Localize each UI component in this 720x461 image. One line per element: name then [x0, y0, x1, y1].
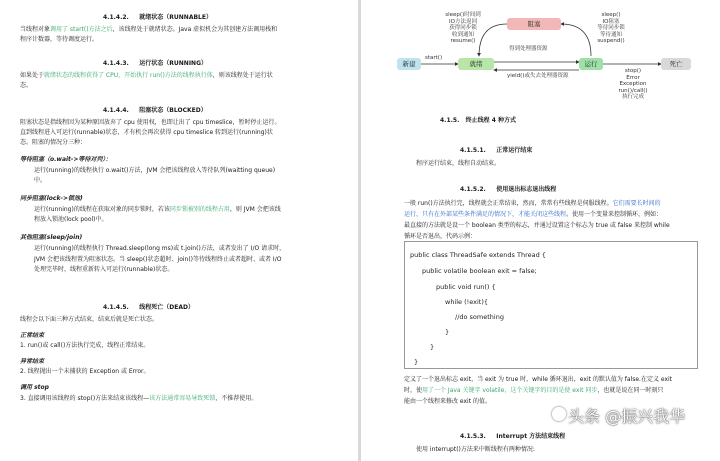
- code-line-7: }: [430, 343, 435, 351]
- paragraph-volatile-2: 时，使用了一个 Java 关键字 volatile，这个关键字的目的是使 exit 同步，也就是说在同一时刻只: [404, 387, 664, 394]
- dead-transition-labels: stop() Error Exception run()/call() 执行完成: [618, 68, 648, 100]
- paragraph-volatile-3: 能由一个线程来修改 exit 的值。: [404, 398, 491, 405]
- heading-4145: 4.1.4.5. 线程死亡（DEAD）: [103, 304, 194, 311]
- heading-4151: 4.1.5.1. 正常运行结束: [460, 147, 533, 154]
- code-line-2: public volatile boolean exit = false;: [422, 267, 537, 275]
- node-dead: 死亡: [661, 58, 691, 70]
- code-example-box: [404, 241, 698, 369]
- node-ready: 就绪: [458, 58, 494, 70]
- stop-end-item: 3. 直接调用该线程的 stop()方法来结束该线程—该方法通常容易导致死锁，不推荐使用。: [20, 395, 258, 402]
- paragraph-blocked-1: 阻塞状态是指线程因为某种原因放弃了 cpu 使用权，也即让出了 cpu timeslice，暂时停止运行。: [20, 119, 281, 126]
- stop-end-heading: 调用 stop: [20, 384, 49, 391]
- exception-end-heading: 异常结束: [20, 358, 45, 365]
- left-page: [0, 0, 358, 461]
- other-block-line-2: JVM 会把该线程置为阻塞状态。当 sleep()状态超时、join()等待线程终止或者超时、或者 I/O: [34, 256, 282, 263]
- other-block-heading: 其他阻塞(sleep/join): [20, 234, 83, 241]
- heading-415: 4.1.5. 终止线程 4 种方式: [440, 117, 517, 124]
- normal-end-item: 1. run()或 call()方法执行完成，线程正常结束。: [20, 342, 150, 349]
- label-get-cpu: 得到处理器资源: [509, 46, 548, 52]
- code-line-8: }: [414, 358, 419, 366]
- paragraph-exit-flag-1: 一般 run()方法执行完，线程就会正常结束，然而，常常有些线程是伺服线程。它们需要长时间的: [404, 200, 661, 207]
- paragraph-running-1: 如果处于就绪状态的线程获得了 CPU，开始执行 run()方法的线程执行体，则该线程处于运行状: [20, 72, 273, 79]
- sync-block-line-2: 程放入锁池(lock pool)中。: [34, 216, 108, 223]
- paragraph-interrupt: 使用 interrupt()方法来中断线程有两种情况:: [416, 446, 535, 453]
- paragraph-runnable-2: 程序计数器，等待调度运行。: [20, 36, 99, 43]
- node-blocked: 阻塞: [507, 18, 561, 30]
- paragraph-running-2: 态。: [20, 82, 33, 89]
- code-line-5: //do something: [455, 313, 504, 321]
- code-line-4: while (!exit){: [445, 298, 489, 306]
- watermark: 头条 @振兴我华: [568, 407, 686, 426]
- paragraph-runnable-1: 当线程对象调用了 start()方法之后，该线程处于就绪状态。Java 虚拟机会为其创建方法调用栈和: [20, 26, 278, 33]
- label-start: start(): [425, 55, 443, 61]
- sync-block-line-1: 运行(running)的线程在获取对象的同步锁时，若该同步锁被别的线程占用，则 JVM 会把该线: [34, 206, 281, 213]
- right-page: [361, 0, 720, 461]
- code-line-6: }: [445, 328, 450, 336]
- other-block-line-1: 运行(running)的线程执行 Thread.sleep(long ms)或 t.join()方法，或者发出了 I/O 请求时，: [34, 245, 286, 252]
- paragraph-normal-end: 程序运行结束，线程自动结束。: [416, 160, 501, 167]
- code-line-3: public void run() {: [436, 283, 496, 291]
- right-transition-labels: sleep() IO阻塞 等待同步锁 等待通知 suspend(): [597, 12, 625, 44]
- diagram-arrows: [361, 0, 720, 110]
- paragraph-blocked-3: 态。阻塞的情况分三种：: [20, 139, 87, 146]
- node-new: 新建: [397, 58, 421, 70]
- thread-state-diagram: [361, 0, 720, 110]
- wait-block-heading: 等待阻塞（o.wait->等待对列）：: [20, 156, 112, 163]
- wait-block-line-1: 运行(running)的线程执行 o.wait()方法，JVM 会把该线程放入等待队列(waitting queue): [34, 167, 276, 174]
- label-yield: yield()或失去处理器资源: [507, 73, 569, 79]
- paragraph-dead: 线程会以下面三种方式结束，结束后就是死亡状态。: [20, 316, 159, 323]
- heading-4153: 4.1.5.3. Interrupt 方法结束线程: [460, 433, 566, 440]
- wait-block-line-2: 中。: [34, 177, 47, 184]
- paragraph-volatile-1: 定义了一个退出标志 exit，当 exit 为 true 时，while 循环退出，exit 的默认值为 false.在定义 exit: [404, 376, 673, 383]
- heading-4152: 4.1.5.2. 使用退出标志退出线程: [460, 186, 557, 193]
- heading-4142: 4.1.4.2. 就绪状态（RUNNABLE）: [103, 14, 212, 21]
- paragraph-exit-flag-4: 循环是否退出，代码示例：: [404, 233, 477, 240]
- node-running: 运行: [579, 58, 603, 70]
- paragraph-blocked-2: 直到线程进入可运行(runnable)状态，才有机会再次获得 cpu timeslice 转到运行(running)状: [20, 129, 273, 136]
- heading-4143: 4.1.4.3. 运行状态（RUNNING）: [103, 60, 207, 67]
- watermark-logo-icon: [552, 407, 566, 421]
- sync-block-heading: 同步阻塞(lock->锁池): [20, 195, 83, 202]
- left-transition-labels: sleep()时间到 IO方法返回 获得同步锁 收到通知 resume(): [445, 12, 481, 44]
- paragraph-exit-flag-3: 最直接的方法就是设一个 boolean 类型的标志，并通过设置这个标志为 true 或 false 来控制 while: [404, 222, 670, 229]
- exception-end-item: 2. 线程抛出一个未捕获的 Exception 或 Error。: [20, 368, 150, 375]
- paragraph-exit-flag-2: 运行，只有在外部某些条件满足的情况下，才能关闭这些线程。使用一个变量来控制循环，例如：: [404, 211, 663, 218]
- normal-end-heading: 正常结束: [20, 332, 45, 339]
- heading-4144: 4.1.4.4. 阻塞状态（BLOCKED）: [103, 107, 207, 114]
- code-line-1: public class ThreadSafe extends Thread {: [410, 251, 546, 259]
- other-block-line-3: 处理完毕时，线程重新转入可运行(runnable)状态。: [34, 266, 174, 273]
